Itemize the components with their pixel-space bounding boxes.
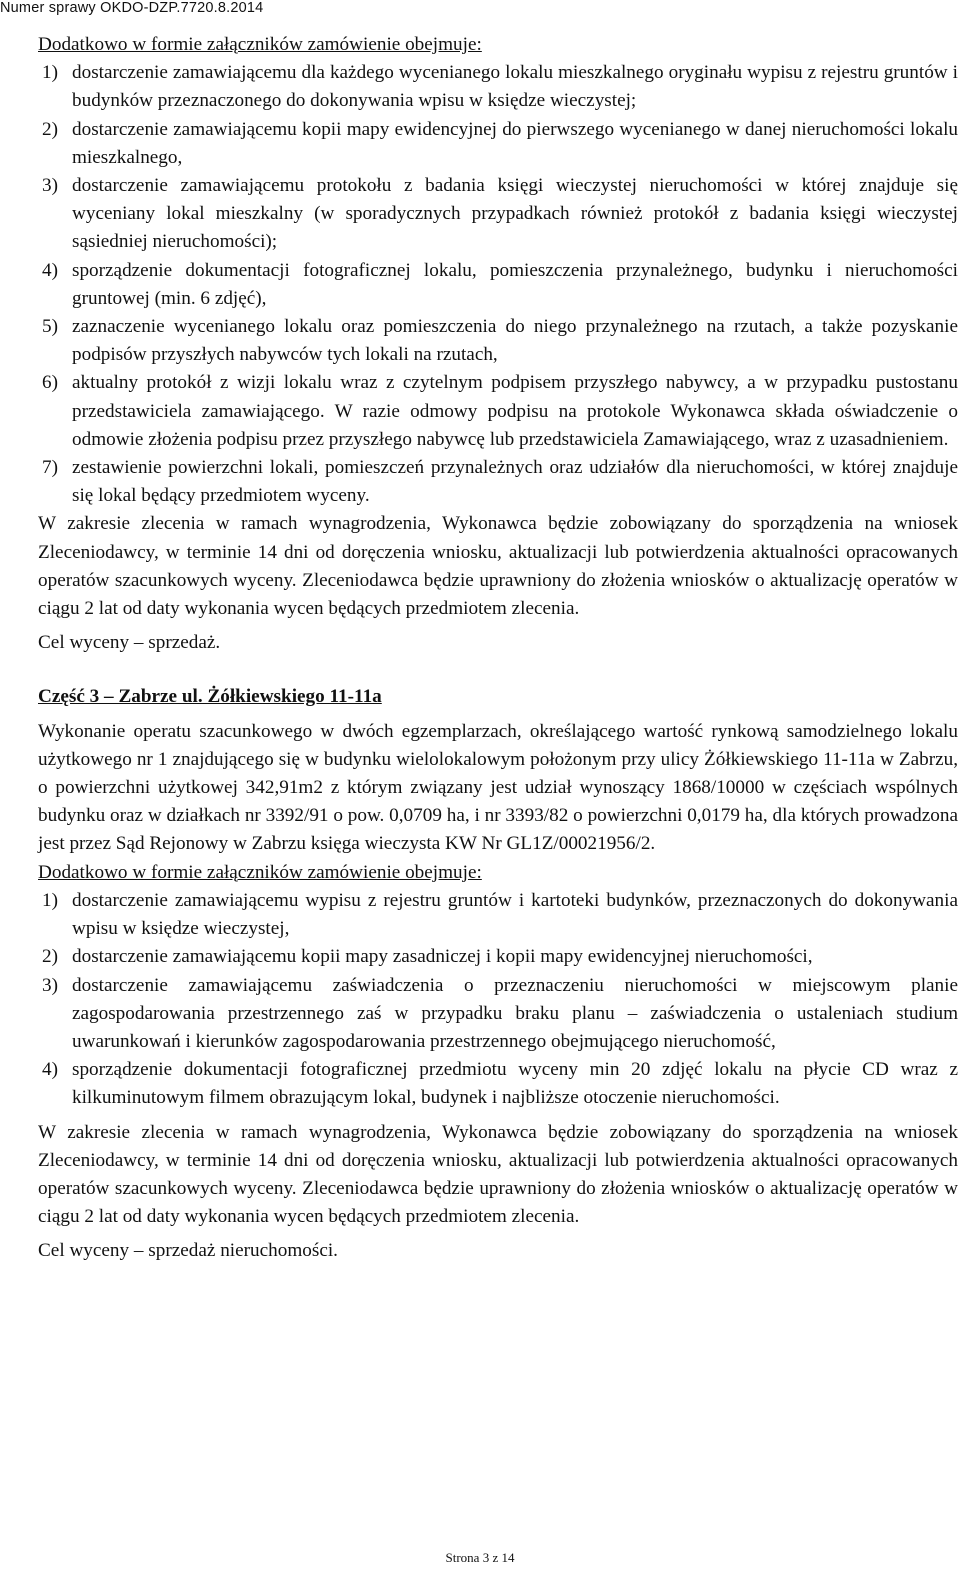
list-item [38, 313, 958, 369]
list-item [38, 943, 958, 971]
valuation-purpose: Cel wyceny – sprzedaż nieruchomości. [38, 1240, 338, 1262]
section-title: Część 3 – Zabrze ul. Żółkiewskiego 11-11a [38, 686, 382, 708]
list-item [38, 116, 958, 172]
document-body [38, 31, 958, 1266]
case-number-header: Numer sprawy OKDO-DZP.7720.8.2014 [0, 0, 264, 16]
list-item-number: 7) [42, 457, 58, 479]
attachments-list [38, 59, 958, 510]
list-item-number: 3) [42, 974, 58, 996]
list-item-text: sporządzenie dokumentacji fotograficznej lokalu, pomieszczenia przynależnego, budynku i nieruchomości gruntowej (min. 6 zdjęć), [72, 259, 958, 309]
section-intro: Wykonanie operatu szacunkowego w dwóch egzemplarzach, określającego wartość rynkową samodzielnego lokalu użytkowego nr 1 znajdującego się w budynku wielolokalowym położonym przy ulicy Żółkiewskiego 11-11a w Zabrzu, o powierzchni użytkowej 342,91m2 z którym związany jest udział wynoszący 1868/10000 w częściach wspólnych budynku oraz w działkach nr 3392/91 o pow. 0,0709 ha, i nr 3393/82 o powierzchni 0,0179 ha, dla których prowadzona jest przez Sąd Rejonowy w Zabrzu księga wieczysta KW Nr GL1Z/00021956/2. [38, 720, 958, 855]
list-item [38, 972, 958, 1057]
list-item-text: dostarczenie zamawiającemu wypisu z rejestru gruntów i kartoteki budynków, przeznaczonych do dokonywania wpisu w księdze wieczystej, [72, 889, 958, 940]
spacer [38, 657, 958, 683]
list-item-text: aktualny protokół z wizji lokalu wraz z czytelnym podpisem przyszłego nabywcy, a w przypadku pustostanu przedstawiciela zamawiającego. W razie odmowy podpisu na protokole Wykonawca składa oświadczenie o odmowie złożenia podpisu przez przyszłego nabywcę lub przedstawiciela Zamawiającego, wraz z uzasadnieniem. [72, 372, 958, 450]
list-item-text: dostarczenie zamawiającemu kopii mapy ewidencyjnej do pierwszego wycenianego w danej nieruchomości lokalu mieszkalnego, [72, 118, 958, 168]
update-clause-paragraph: W zakresie zlecenia w ramach wynagrodzenia, Wykonawca będzie zobowiązany do sporządzenia na wniosek Zleceniodawcy, w terminie 14 dni od doręczenia wniosku, aktualizacji lub potwierdzenia aktualności opracowanych operatów szacunkowych wyceny. Zleceniodawca będzie uprawniony do złożenia wniosków o aktualizację operatów w ciągu 2 lat od daty wykonania wycen będących przedmiotem zlecenia. [38, 1121, 958, 1228]
list-item-text: sporządzenie dokumentacji fotograficznej przedmiotu wyceny min 20 zdjęć lokalu na płycie CD wraz z kilkuminutowym filmem obrazującym lokal, budynek i najbliższe otoczenie nieruchomości. [72, 1059, 958, 1109]
valuation-purpose: Cel wyceny – sprzedaż. [38, 632, 221, 654]
list-item [38, 172, 958, 257]
list-item-text: zestawienie powierzchni lokali, pomieszczeń przynależnych oraz udziałów dla nieruchomości, w której znajduje się lokal będący przedmiotem wyceny. [72, 457, 958, 507]
list-item-text: dostarczenie zamawiającemu dla każdego wycenianego lokalu mieszkalnego oryginału wypisu z rejestru gruntów i budynków przeznaczonego do dokonywania wpisu w księdze wieczystej; [72, 62, 958, 112]
list-item [38, 1056, 958, 1112]
attachments-list [38, 887, 958, 1113]
list-item-number: 6) [42, 372, 58, 394]
list-item-number: 1) [42, 889, 58, 911]
list-item [38, 887, 958, 943]
list-item-number: 1) [42, 62, 58, 84]
list-item-text: dostarczenie zamawiającemu zaświadczenia o przeznaczeniu nieruchomości w miejscowym planie zagospodarowania przestrzennego zaś w przypadku braku planu – zaświadczenia o ustaleniach studium uwarunkowań i kierunków zagospodarowania przestrzennego obejmującego nieruchomość, [72, 974, 958, 1052]
list-item [38, 454, 958, 510]
list-item-number: 2) [42, 118, 58, 140]
list-item-text: dostarczenie zamawiającemu kopii mapy zasadniczej i kopii mapy ewidencyjnej nieruchomości, [72, 946, 813, 968]
list-item-number: 2) [42, 946, 58, 968]
list-item-text: dostarczenie zamawiającemu protokołu z badania księgi wieczystej nieruchomości w której znajduje się wyceniany lokal mieszkalny (w sporadycznych przypadkach również protokół z badania księgi wieczystej sąsiedniej nieruchomości); [72, 175, 958, 253]
attachments-heading: Dodatkowo w formie załączników zamówienie obejmuje: [38, 34, 482, 55]
list-item-number: 4) [42, 259, 58, 281]
list-item [38, 257, 958, 313]
list-item-number: 4) [42, 1059, 58, 1081]
list-item [38, 369, 958, 454]
list-item-number: 3) [42, 175, 58, 197]
attachments-heading: Dodatkowo w formie załączników zamówienie obejmuje: [38, 861, 482, 883]
list-item-number: 5) [42, 316, 58, 338]
list-item [38, 59, 958, 115]
list-item-text: zaznaczenie wycenianego lokalu oraz pomieszczenia do niego przynależnego na rzutach, a także pozyskanie podpisów przyszłych nabywców tych lokali na rzutach, [72, 316, 958, 366]
page-number: Strona 3 z 14 [445, 1550, 515, 1565]
update-clause-paragraph: W zakresie zlecenia w ramach wynagrodzenia, Wykonawca będzie zobowiązany do sporządzenia na wniosek Zleceniodawcy, w terminie 14 dni od doręczenia wniosku, aktualizacji lub potwierdzenia aktualności opracowanych operatów szacunkowych wyceny. Zleceniodawca będzie uprawniony do złożenia wniosków o aktualizację operatów w ciągu 2 lat od daty wykonania wycen będących przedmiotem zlecenia. [38, 513, 958, 620]
